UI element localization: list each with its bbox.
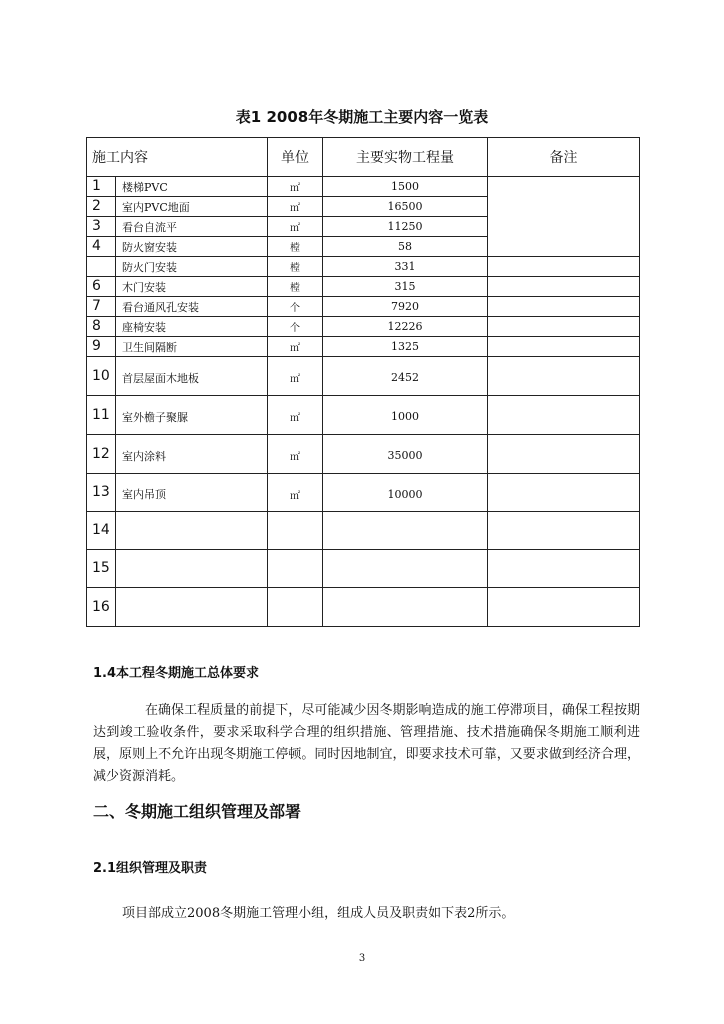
row-item-name: 看台通风孔安装	[116, 297, 268, 317]
row-quantity: 331	[323, 257, 488, 277]
row-quantity: 10000	[323, 474, 488, 512]
row-quantity: 58	[323, 237, 488, 257]
row-note	[488, 474, 640, 512]
row-item-name: 座椅安装	[116, 317, 268, 337]
row-note	[488, 337, 640, 357]
row-item-name	[116, 550, 268, 588]
row-number: 12	[87, 435, 116, 474]
row-note	[488, 550, 640, 588]
row-unit: ㎡	[268, 474, 323, 512]
row-number: 3	[87, 217, 116, 237]
row-number: 16	[87, 588, 116, 627]
row-item-name: 室内吊顶	[116, 474, 268, 512]
paragraph-2: 项目部成立2008冬期施工管理小组，组成人员及职责如下表2所示。	[122, 906, 515, 921]
row-number	[87, 257, 116, 277]
row-item-name: 防火窗安装	[116, 237, 268, 257]
section-heading-2-1: 2.1组织管理及职责	[93, 861, 208, 876]
row-note	[488, 317, 640, 337]
row-item-name: 室内涂料	[116, 435, 268, 474]
page-number: 3	[358, 953, 366, 964]
row-number: 4	[87, 237, 116, 257]
table-row	[87, 277, 640, 297]
row-unit	[268, 588, 323, 627]
row-quantity: 1325	[323, 337, 488, 357]
row-note	[488, 512, 640, 550]
row-quantity: 16500	[323, 197, 488, 217]
row-unit	[268, 550, 323, 588]
table-row	[87, 297, 640, 317]
table-row	[87, 474, 640, 512]
header-unit: 单位	[268, 138, 323, 177]
row-unit: ㎡	[268, 337, 323, 357]
row-quantity: 315	[323, 277, 488, 297]
work-content-table	[86, 137, 640, 627]
row-unit: ㎡	[268, 177, 323, 197]
row-item-name: 防火门安装	[116, 257, 268, 277]
row-number: 15	[87, 550, 116, 588]
row-note	[488, 435, 640, 474]
header-note: 备注	[488, 138, 640, 177]
row-note	[488, 297, 640, 317]
row-note	[488, 257, 640, 277]
row-quantity	[323, 550, 488, 588]
row-quantity: 1500	[323, 177, 488, 197]
row-item-name: 看台自流平	[116, 217, 268, 237]
row-quantity: 11250	[323, 217, 488, 237]
row-quantity: 1000	[323, 396, 488, 435]
table-caption: 表1 2008年冬期施工主要内容一览表	[235, 108, 489, 126]
table-header-row	[87, 138, 640, 177]
table-row	[87, 512, 640, 550]
row-number: 8	[87, 317, 116, 337]
row-note	[488, 177, 640, 257]
section-heading-1-4: 1.4本工程冬期施工总体要求	[93, 666, 260, 681]
row-item-name: 室内PVC地面	[116, 197, 268, 217]
row-unit	[268, 512, 323, 550]
row-number: 9	[87, 337, 116, 357]
row-item-name: 室外檐子聚脲	[116, 396, 268, 435]
row-unit: 个	[268, 317, 323, 337]
row-unit: 樘	[268, 277, 323, 297]
row-item-name	[116, 512, 268, 550]
row-note	[488, 396, 640, 435]
table-row	[87, 435, 640, 474]
row-item-name	[116, 588, 268, 627]
row-number: 10	[87, 357, 116, 396]
row-item-name: 木门安装	[116, 277, 268, 297]
row-item-name: 首层屋面木地板	[116, 357, 268, 396]
row-quantity	[323, 512, 488, 550]
row-unit: ㎡	[268, 357, 323, 396]
table-row	[87, 317, 640, 337]
row-unit: ㎡	[268, 217, 323, 237]
paragraph-1: 在确保工程质量的前提下，尽可能减少因冬期影响造成的施工停滞项目，确保工程按期达到竣工验收条件，要求采取科学合理的组织措施、管理措施、技术措施确保冬期施工顺利进展，原则上不允许出现冬期施工停顿。同时因地制宜，即要求技术可靠，又要求做到经济合理，减少资源消耗。	[93, 703, 640, 784]
row-number: 11	[87, 396, 116, 435]
header-content: 施工内容	[87, 138, 268, 177]
table-row	[87, 357, 640, 396]
row-number: 13	[87, 474, 116, 512]
row-number: 1	[87, 177, 116, 197]
section-heading-2: 二、冬期施工组织管理及部署	[93, 802, 302, 821]
row-item-name: 楼梯PVC	[116, 177, 268, 197]
row-note	[488, 588, 640, 627]
table-row	[87, 337, 640, 357]
row-note	[488, 277, 640, 297]
table-row	[87, 257, 640, 277]
row-quantity: 7920	[323, 297, 488, 317]
row-unit: ㎡	[268, 197, 323, 217]
table-row	[87, 550, 640, 588]
row-number: 7	[87, 297, 116, 317]
row-unit: 樘	[268, 237, 323, 257]
table-row	[87, 177, 640, 197]
row-unit: 樘	[268, 257, 323, 277]
row-item-name: 卫生间隔断	[116, 337, 268, 357]
table-row	[87, 588, 640, 627]
row-number: 6	[87, 277, 116, 297]
table-row	[87, 396, 640, 435]
row-unit: ㎡	[268, 396, 323, 435]
row-quantity: 2452	[323, 357, 488, 396]
row-quantity: 35000	[323, 435, 488, 474]
row-note	[488, 357, 640, 396]
row-quantity	[323, 588, 488, 627]
row-unit: ㎡	[268, 435, 323, 474]
row-unit: 个	[268, 297, 323, 317]
row-number: 2	[87, 197, 116, 217]
row-quantity: 12226	[323, 317, 488, 337]
header-quantity: 主要实物工程量	[323, 138, 488, 177]
row-number: 14	[87, 512, 116, 550]
